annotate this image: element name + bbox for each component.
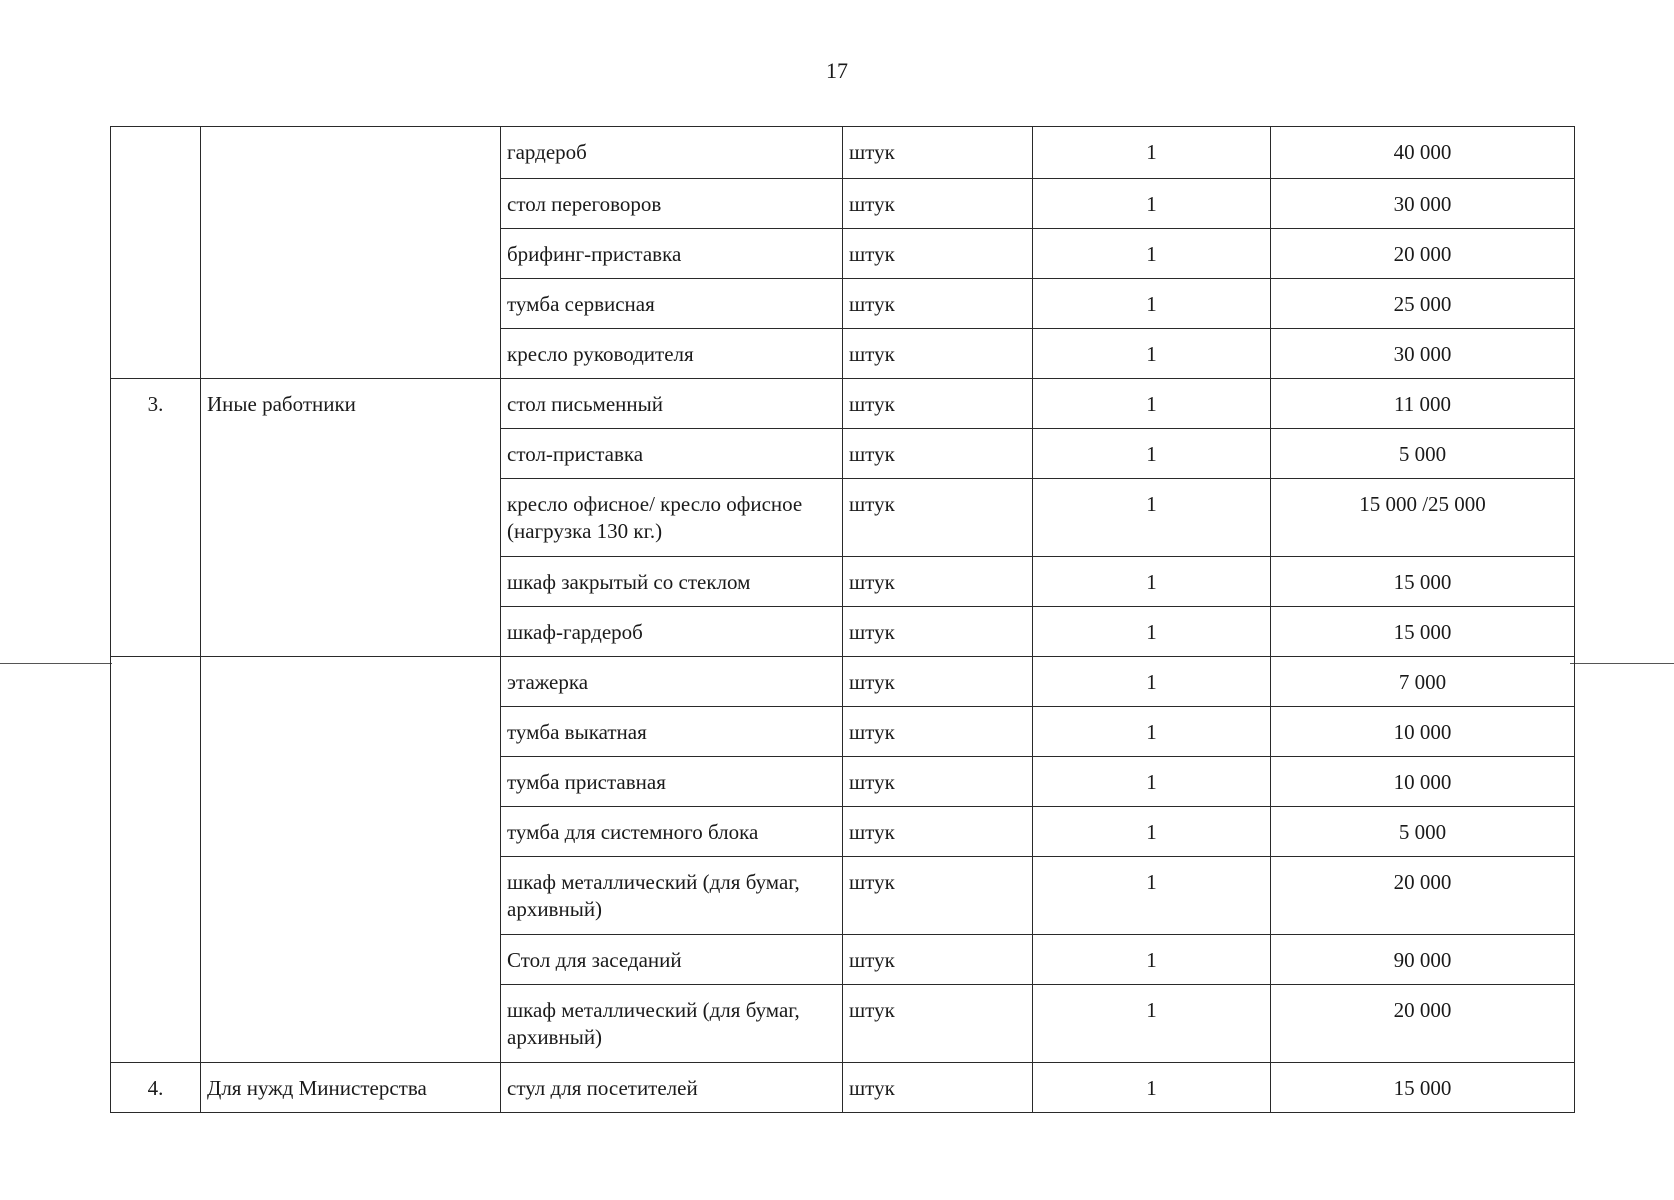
price-cell: 10 000 — [1271, 707, 1575, 757]
item-name-cell: тумба сервисная — [501, 279, 843, 329]
item-name-cell: кресло руководителя — [501, 329, 843, 379]
item-name-cell: стол письменный — [501, 379, 843, 429]
item-name-cell: этажерка — [501, 657, 843, 707]
item-name-cell: тумба выкатная — [501, 707, 843, 757]
table-row — [111, 657, 1575, 707]
quantity-cell: 1 — [1033, 379, 1271, 429]
price-cell: 25 000 — [1271, 279, 1575, 329]
price-cell: 15 000 /25 000 — [1271, 479, 1575, 557]
table-row — [111, 127, 1575, 179]
unit-cell: штук — [843, 127, 1033, 179]
unit-cell: штук — [843, 379, 1033, 429]
unit-cell: штук — [843, 279, 1033, 329]
price-cell: 11 000 — [1271, 379, 1575, 429]
price-cell: 20 000 — [1271, 985, 1575, 1063]
quantity-cell: 1 — [1033, 127, 1271, 179]
price-cell: 30 000 — [1271, 329, 1575, 379]
table-row — [111, 1063, 1575, 1113]
unit-cell: штук — [843, 229, 1033, 279]
unit-cell: штук — [843, 657, 1033, 707]
item-name-cell: стул для посетителей — [501, 1063, 843, 1113]
item-name-cell: тумба приставная — [501, 757, 843, 807]
price-cell: 5 000 — [1271, 429, 1575, 479]
price-cell: 30 000 — [1271, 179, 1575, 229]
item-name-cell: брифинг-приставка — [501, 229, 843, 279]
quantity-cell: 1 — [1033, 657, 1271, 707]
quantity-cell: 1 — [1033, 807, 1271, 857]
price-cell: 5 000 — [1271, 807, 1575, 857]
unit-cell: штук — [843, 1063, 1033, 1113]
quantity-cell: 1 — [1033, 179, 1271, 229]
group-category-cell: Для нужд Министерства — [201, 1063, 501, 1113]
unit-cell: штук — [843, 757, 1033, 807]
item-name-cell: шкаф-гардероб — [501, 607, 843, 657]
table-row — [111, 379, 1575, 429]
unit-cell: штук — [843, 857, 1033, 935]
unit-cell: штук — [843, 429, 1033, 479]
price-cell: 15 000 — [1271, 607, 1575, 657]
quantity-cell: 1 — [1033, 1063, 1271, 1113]
item-name-cell: кресло офисное/ кресло офисное (нагрузка 130 кг.) — [501, 479, 843, 557]
item-name-cell: Стол для заседаний — [501, 935, 843, 985]
quantity-cell: 1 — [1033, 557, 1271, 607]
scan-artifact-line — [0, 663, 112, 664]
unit-cell: штук — [843, 807, 1033, 857]
unit-cell: штук — [843, 329, 1033, 379]
quantity-cell: 1 — [1033, 429, 1271, 479]
group-category-cell — [201, 127, 501, 379]
item-name-cell: шкаф металлический (для бумаг, архивный) — [501, 985, 843, 1063]
price-cell: 20 000 — [1271, 857, 1575, 935]
item-name-cell: тумба для системного блока — [501, 807, 843, 857]
price-cell: 15 000 — [1271, 557, 1575, 607]
unit-cell: штук — [843, 479, 1033, 557]
unit-cell: штук — [843, 179, 1033, 229]
group-number-cell — [111, 657, 201, 1063]
group-category-cell — [201, 657, 501, 1063]
quantity-cell: 1 — [1033, 607, 1271, 657]
unit-cell: штук — [843, 985, 1033, 1063]
quantity-cell: 1 — [1033, 479, 1271, 557]
unit-cell: штук — [843, 707, 1033, 757]
quantity-cell: 1 — [1033, 279, 1271, 329]
furniture-norms-table — [110, 126, 1575, 1113]
price-cell: 40 000 — [1271, 127, 1575, 179]
item-name-cell: стол переговоров — [501, 179, 843, 229]
item-name-cell: гардероб — [501, 127, 843, 179]
quantity-cell: 1 — [1033, 935, 1271, 985]
item-name-cell: шкаф металлический (для бумаг, архивный) — [501, 857, 843, 935]
item-name-cell: стол-приставка — [501, 429, 843, 479]
group-number-cell: 3. — [111, 379, 201, 657]
quantity-cell: 1 — [1033, 985, 1271, 1063]
page-number: 17 — [826, 58, 848, 83]
group-category-cell: Иные работники — [201, 379, 501, 657]
item-name-cell: шкаф закрытый со стеклом — [501, 557, 843, 607]
price-cell: 15 000 — [1271, 1063, 1575, 1113]
price-cell: 10 000 — [1271, 757, 1575, 807]
quantity-cell: 1 — [1033, 757, 1271, 807]
price-cell: 7 000 — [1271, 657, 1575, 707]
unit-cell: штук — [843, 557, 1033, 607]
price-cell: 20 000 — [1271, 229, 1575, 279]
quantity-cell: 1 — [1033, 329, 1271, 379]
quantity-cell: 1 — [1033, 229, 1271, 279]
quantity-cell: 1 — [1033, 857, 1271, 935]
group-number-cell: 4. — [111, 1063, 201, 1113]
unit-cell: штук — [843, 935, 1033, 985]
quantity-cell: 1 — [1033, 707, 1271, 757]
group-number-cell — [111, 127, 201, 379]
unit-cell: штук — [843, 607, 1033, 657]
scan-artifact-line — [1570, 663, 1674, 664]
price-cell: 90 000 — [1271, 935, 1575, 985]
